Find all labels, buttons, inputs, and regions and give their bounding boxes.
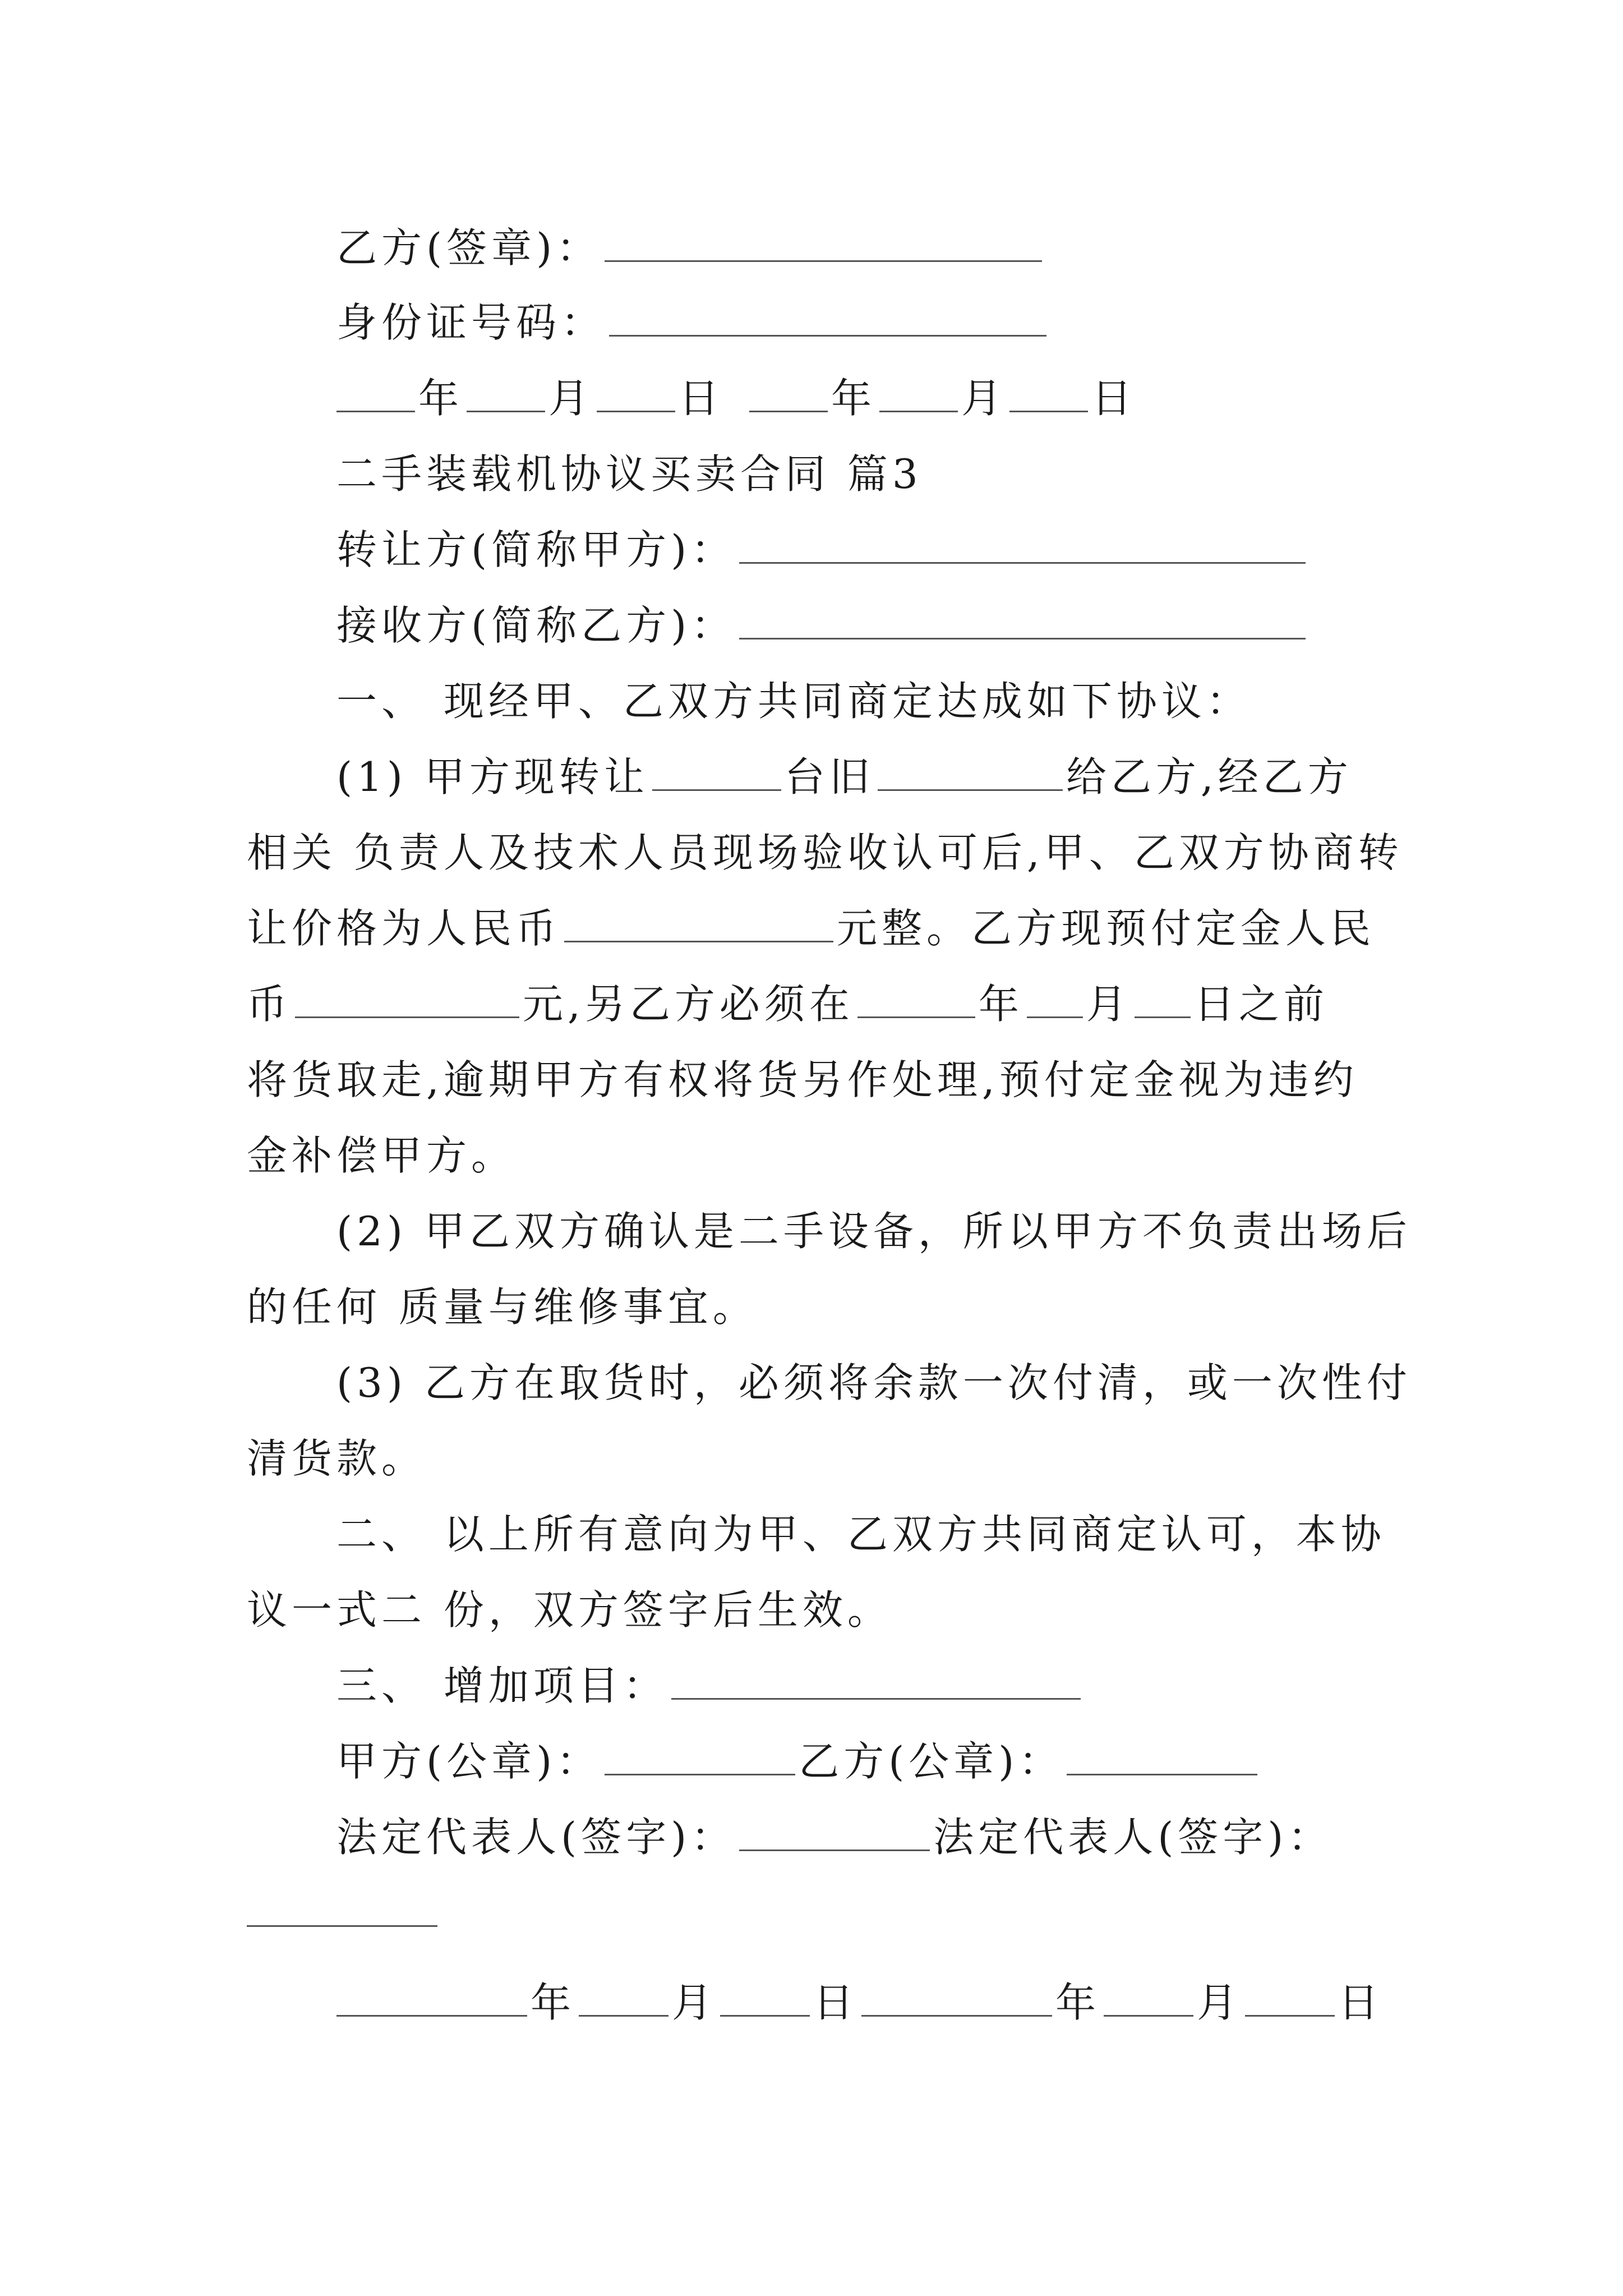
item1-line4: [247, 976, 1329, 1032]
item1-text-h: 年: [978, 981, 1023, 1028]
item1-line6: 金补偿甲方。: [247, 1132, 517, 1179]
date-row-1: [336, 370, 1136, 426]
day-label: 日: [1338, 1979, 1384, 2026]
day-label: 日: [679, 375, 724, 422]
jia-seal-blank[interactable]: [605, 1739, 795, 1775]
additional-items-blank[interactable]: [671, 1663, 1081, 1700]
year-blank[interactable]: [749, 376, 828, 412]
day-label: 日: [813, 1979, 859, 2026]
day-blank[interactable]: [720, 1980, 810, 2017]
yi-signature-line: [336, 220, 1045, 276]
item2-line1: (2) 甲乙双方确认是二手设备，所以甲方不负责出场后: [336, 1208, 1412, 1255]
month-label: 月: [548, 375, 594, 422]
month-blank[interactable]: [1104, 1980, 1193, 2017]
id-number-blank[interactable]: [609, 300, 1046, 337]
day-blank[interactable]: [597, 376, 675, 412]
item3-line1: (3) 乙方在取货时，必须将余款一次付清，或一次性付: [336, 1359, 1412, 1406]
jia-rep-label: 法定代表人(签字)：: [336, 1814, 736, 1861]
year-blank[interactable]: [336, 1980, 527, 2017]
item1-text-i: 月: [1086, 981, 1131, 1028]
transferor-blank[interactable]: [739, 527, 1306, 564]
day-label: 日: [1091, 375, 1137, 422]
clause-3-label: 三、 增加项目：: [336, 1662, 668, 1709]
receiver-blank[interactable]: [739, 603, 1306, 639]
deadline-day-blank[interactable]: [1135, 982, 1191, 1018]
item1-text-c: 给乙方,经乙方: [1066, 753, 1353, 800]
day-blank[interactable]: [1245, 1980, 1335, 2017]
year-blank[interactable]: [861, 1980, 1052, 2017]
id-number-label: 身份证号码：: [336, 299, 606, 346]
clause-2-line1: 二、 以上所有意向为甲、乙双方共同商定认可，本协: [336, 1511, 1386, 1558]
receiver-line: [336, 597, 1309, 654]
month-blank[interactable]: [879, 376, 958, 412]
jia-rep-blank[interactable]: [739, 1815, 930, 1851]
item1-text-a: (1) 甲方现转让: [336, 753, 649, 800]
year-label: 年: [1055, 1979, 1101, 2026]
yi-rep-blank[interactable]: [247, 1897, 437, 1927]
price-blank[interactable]: [564, 906, 833, 942]
month-blank[interactable]: [467, 376, 545, 412]
item3-line2: 清货款。: [247, 1435, 427, 1482]
id-number-line: [336, 295, 1050, 351]
item1-line2: 相关 负责人及技术人员现场验收认可后,甲、乙双方协商转: [247, 829, 1403, 876]
jia-seal-label: 甲方(公章)：: [336, 1738, 602, 1785]
month-label: 月: [672, 1979, 717, 2026]
clause-2-line2: 议一式二 份，双方签字后生效。: [247, 1586, 892, 1634]
clause-1-title: 一、 现经甲、乙双方共同商定达成如下协议：: [336, 678, 1251, 725]
month-label: 月: [1197, 1979, 1242, 2026]
item1-text-b: 台旧: [784, 753, 874, 800]
deadline-year-blank[interactable]: [857, 982, 975, 1018]
item2-line2: 的任何 质量与维修事宜。: [247, 1283, 758, 1331]
clause-3-line: [336, 1658, 1084, 1714]
item1-text-g: 元,另乙方必须在: [523, 981, 854, 1028]
deadline-month-blank[interactable]: [1027, 982, 1083, 1018]
deposit-blank[interactable]: [295, 982, 519, 1018]
month-blank[interactable]: [579, 1980, 668, 2017]
yi-signature-label: 乙方(签章)：: [336, 224, 602, 272]
section-title: 二手装载机协议买卖合同 篇3: [336, 450, 923, 498]
yi-seal-label: 乙方(公章)：: [799, 1738, 1064, 1785]
yi-rep-label: 法定代表人(签字)：: [933, 1814, 1333, 1861]
day-blank[interactable]: [1009, 376, 1088, 412]
item1-text-j: 日之前: [1193, 981, 1329, 1028]
item1-text-d: 让价格为人民币: [247, 905, 561, 952]
item1-line3: [247, 900, 1375, 956]
item1-line1: [336, 749, 1353, 805]
item1-text-e: 元整。乙方现预付定金人民: [837, 905, 1376, 952]
year-blank[interactable]: [336, 376, 415, 412]
yi-signature-blank[interactable]: [605, 226, 1042, 262]
equipment-blank[interactable]: [878, 754, 1063, 791]
date-row-2: [336, 1975, 1383, 2031]
year-label: 年: [418, 375, 464, 422]
transferor-label: 转让方(简称甲方)：: [336, 526, 736, 573]
month-label: 月: [961, 375, 1007, 422]
yi-seal-blank[interactable]: [1067, 1739, 1257, 1775]
quantity-blank[interactable]: [652, 754, 781, 791]
item1-line5: 将货取走,逾期甲方有权将货另作处理,预付定金视为违约: [247, 1056, 1358, 1103]
transferor-line: [336, 522, 1309, 578]
item1-text-f: 币: [247, 981, 292, 1028]
seal-line: [336, 1733, 1261, 1789]
rep-line: [336, 1809, 1332, 1865]
receiver-label: 接收方(简称乙方)：: [336, 602, 736, 649]
yi-rep-blank-line: [247, 1885, 441, 1941]
year-label: 年: [531, 1979, 576, 2026]
year-label: 年: [831, 375, 877, 422]
